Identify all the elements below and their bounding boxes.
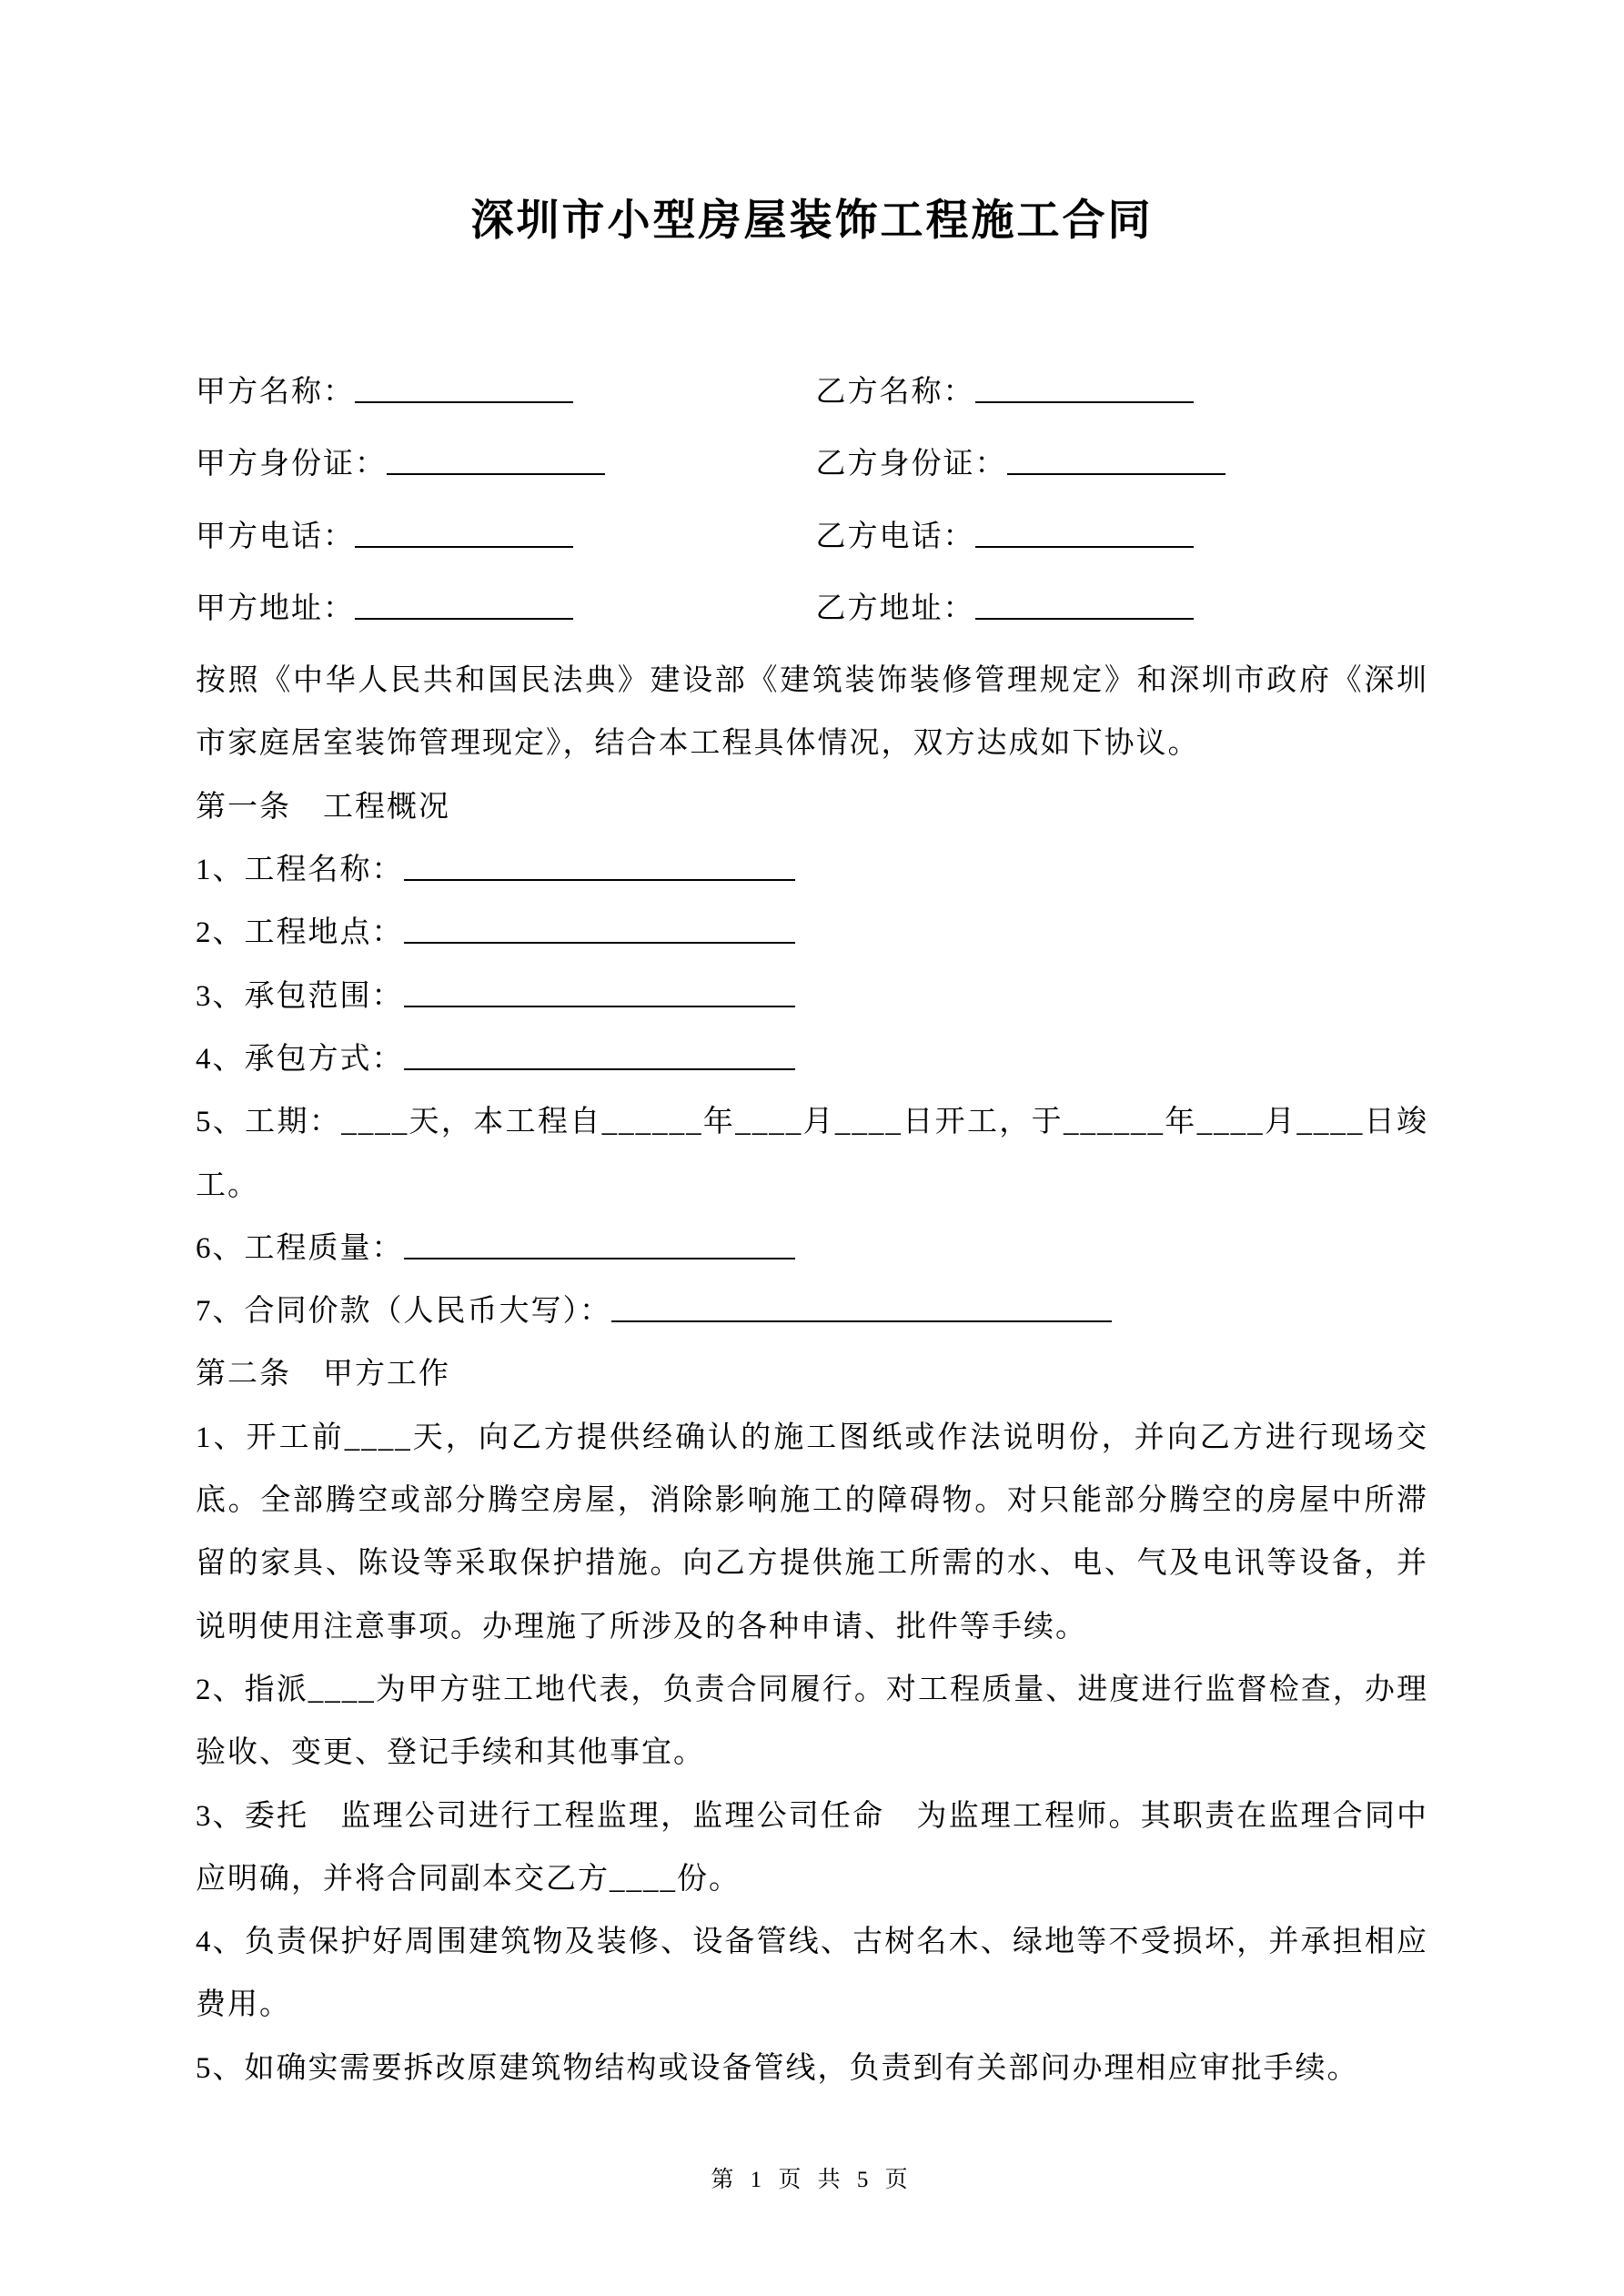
party-b-phone-field (812, 506, 1429, 569)
party-a-id-field (196, 433, 812, 496)
item-label: 7、合同价款（人民币大写）： (196, 1295, 611, 1329)
item-label: 1、工程名称： (196, 854, 404, 887)
contract-item-4 (196, 1028, 1428, 1091)
blank-field (355, 618, 573, 620)
blank-field (355, 401, 573, 403)
party-a-phone-field (196, 506, 812, 569)
section1-heading: 第一条 工程概况 (196, 790, 450, 824)
section2-paragraph-5: 5、如确实需要拆改原建筑物结构或设备管线，负责到有关部问办理相应审批手续。 (196, 2051, 1359, 2085)
party-label: 甲方身份证： (196, 448, 387, 481)
blank-field (404, 879, 795, 881)
party-row (196, 361, 1428, 424)
section2-paragraph-3: 3、委托 监理公司进行工程监理，监理公司任命 为监理工程师。其职责在监理合同中应明确，并将合同副本交乙方____份。 (196, 1799, 1428, 1896)
page-title: 深圳市小型房屋装饰工程施工合同 (470, 197, 1154, 245)
blank-field (355, 546, 573, 548)
contract-item-7 (196, 1280, 1428, 1343)
party-a-name-field (196, 361, 812, 424)
item-label: 6、工程质量： (196, 1231, 404, 1265)
party-label: 乙方电话： (815, 520, 975, 553)
blank-field (404, 942, 795, 944)
section2-paragraph-4: 4、负责保护好周围建筑物及装修、设备管线、古树名木、绿地等不受损坏，并承担相应费用。 (196, 1926, 1428, 2022)
blank-field (1007, 473, 1226, 475)
contract-item-1 (196, 839, 1428, 902)
party-label: 乙方身份证： (815, 448, 1007, 481)
party-label: 甲方电话： (196, 520, 355, 553)
contract-body (196, 361, 1428, 2100)
party-row (196, 433, 1428, 496)
blank-field (611, 1320, 1112, 1322)
section2-heading: 第二条 甲方工作 (196, 1358, 450, 1391)
party-a-address-field (196, 578, 812, 641)
blank-field (404, 1006, 795, 1007)
party-label: 乙方地址： (815, 592, 975, 625)
section2-paragraph-2: 2、指派____为甲方驻工地代表，负责合同履行。对工程质量、进度进行监督检查，办理验收、变更、登记手续和其他事宜。 (196, 1673, 1428, 1770)
party-label: 甲方地址： (196, 592, 355, 625)
party-label: 甲方名称： (196, 376, 355, 409)
party-info-section (196, 361, 1428, 641)
preamble-paragraph: 按照《中华人民共和国民法典》建设部《建筑装饰装修管理规定》和深圳市政府《深圳市家庭居室装饰管理现定》，结合本工程具体情况，双方达成如下协议。 (196, 664, 1428, 761)
blank-field (975, 546, 1194, 548)
party-b-id-field (812, 433, 1429, 496)
page-number-footer: 第 1 页 共 5 页 (711, 2168, 913, 2192)
party-row (196, 578, 1428, 641)
blank-field (975, 401, 1194, 403)
contract-item-3 (196, 966, 1428, 1028)
item-label: 2、工程地点： (196, 916, 404, 950)
blank-field (404, 1068, 795, 1070)
contract-item-2 (196, 902, 1428, 965)
contract-item-6 (196, 1218, 1428, 1280)
item-label: 4、承包方式： (196, 1042, 404, 1076)
item-label: 3、承包范围： (196, 979, 404, 1013)
party-row (196, 506, 1428, 569)
blank-field (975, 618, 1194, 620)
party-b-name-field (812, 361, 1429, 424)
blank-field (404, 1258, 795, 1259)
blank-field (387, 473, 605, 475)
party-label: 乙方名称： (815, 376, 975, 409)
party-b-address-field (812, 578, 1429, 641)
section2-paragraph-1: 1、开工前____天，向乙方提供经确认的施工图纸或作法说明份，并向乙方进行现场交底。全部腾空或部分腾空房屋，消除影响施工的障碍物。对只能部分腾空的房屋中所滞留的家具、陈设等采取保护措施。向乙方提供施工所需的水、电、气及电讯等设备，并说明使用注意事项。办理施了所涉及的各种申请、批件等手续。 (196, 1421, 1428, 1644)
contract-item-5: 5、工期：____天，本工程自______年____月____日开工，于______年____月____日竣工。 (196, 1106, 1428, 1202)
